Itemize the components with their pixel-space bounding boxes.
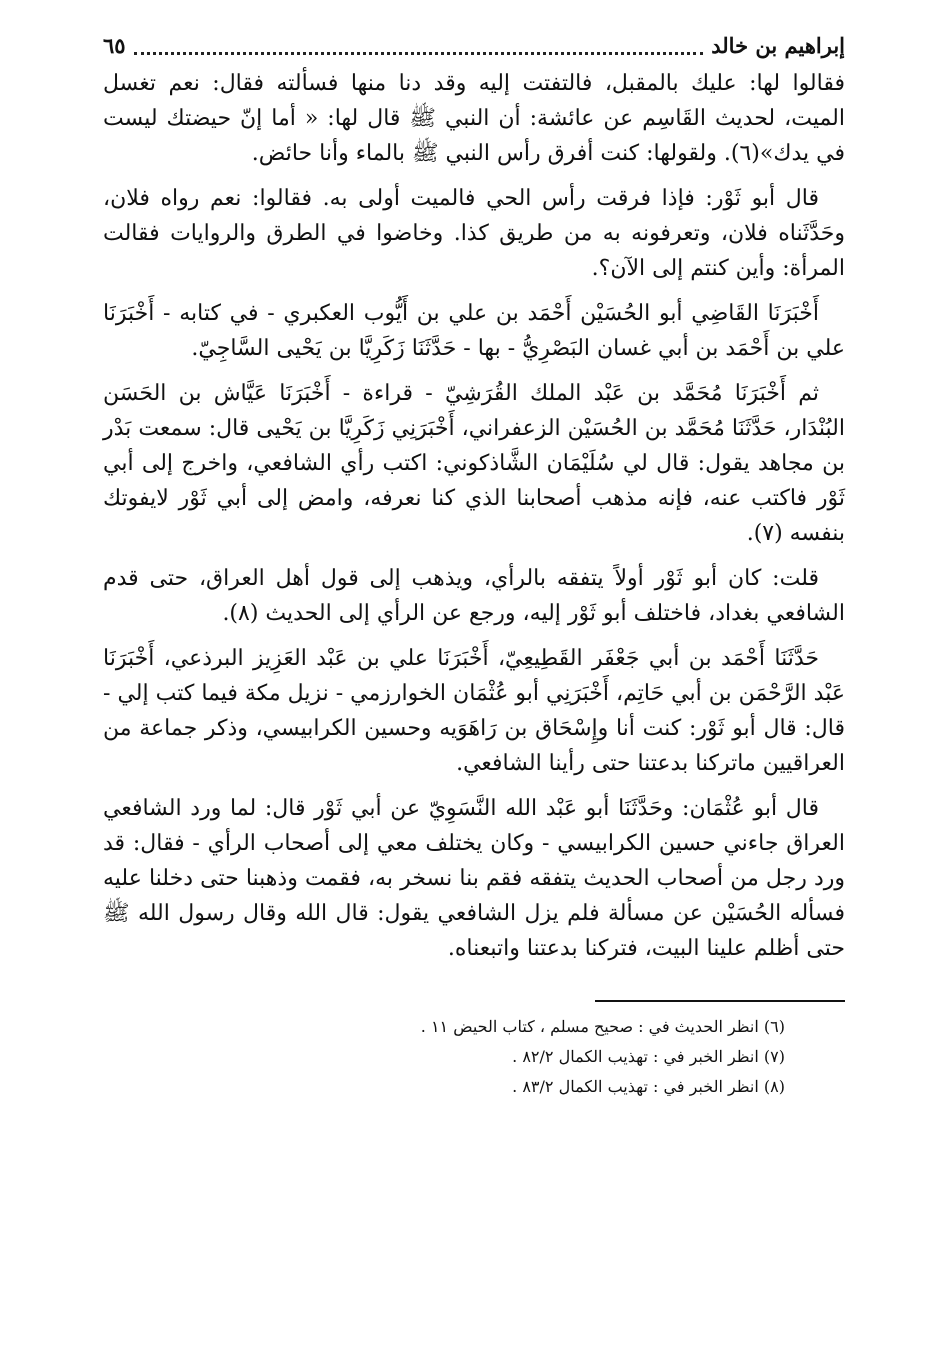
paragraph: [103, 561, 845, 631]
paragraph-text: قال أبو عُثْمَان: وحَدَّثَنَا أبو عَبْد الله النَّسَوِيّ عن أبي ثَوْر قال: لما ورد الشافعي العراق جاءني حسين الكرابيسي - وكان يختلف معي إلى أصحاب الرأي - فقال: قد ورد رجل من أصحاب الحديث يتفقه فقم بنا نسخر به، فقمت وذهبنا حتى دخلنا عليه فسأله الحُسَيْن عن مسألة فلم يزل الشافعي يقول: قال الله وقال رسول الله ﷺ حتى أظلم علينا البيت، فتركنا بدعتنا واتبعناه.: [103, 796, 845, 961]
header-title: إبراهيم بن خالد: [711, 33, 845, 58]
footnote-divider: [595, 1000, 845, 1002]
body-text: [103, 66, 845, 966]
paragraph: [103, 791, 845, 966]
header-dot-leader: [134, 38, 704, 55]
paragraph-text: قلت: كان أبو ثَوْر أولاً يتفقه بالرأي، ويذهب إلى قول أهل العراق، حتى قدم الشافعي بغداد، فاختلف أبو ثَوْر إليه، ورجع عن الرأي إلى الحديث (٨).: [103, 566, 845, 626]
paragraph-text: حَدَّثَنَا أَحْمَد بن أبي جَعْفَر القَطِيعِيّ، أَخْبَرَنَا علي بن عَبْد العَزِيز البرذعي، أَخْبَرَنَا عَبْد الرَّحْمَن بن أبي حَاتِم، أَخْبَرَنِي أبو عُثْمَان الخوارزمي - نزيل مكة فيما كتب إلي - قال: قال أبو ثَوْر: كنت أنا وإِسْحَاق بن رَاهَوَيه وحسين الكرابيسي، وذكر جماعة من العراقيين ماتركنا بدعتنا حتى رأينا الشافعي.: [103, 646, 845, 776]
paragraph-text: أَخْبَرَنَا القَاضِي أبو الحُسَيْن أَحْمَد بن علي بن أَيُّوب العكبري - في كتابه - أَخْبَرَنَا علي بن أَحْمَد بن أبي غسان البَصْرِيُّ - بها - حَدَّثَنَا زَكَرِيَّا بن يَحْيى السَّاجِيّ.: [103, 301, 845, 361]
paragraph: [103, 66, 845, 171]
paragraph: [103, 181, 845, 286]
footnote: (٧) انظر الخبر في : تهذيب الكمال ٨٢/٢ .: [512, 1047, 785, 1066]
paragraph: [103, 296, 845, 366]
paragraph: [103, 376, 845, 551]
paragraph-text: ثم أَخْبَرَنَا مُحَمَّد بن عَبْد الملك القُرَشِيّ - قراءة - أَخْبَرَنَا عَيَّاش بن الحَسَن البُنْدَار، حَدَّثَنَا مُحَمَّد بن الحُسَيْن الزعفراني، أَخْبَرَنِي زَكَرِيَّا بن يَحْيى قال: سمعت بَدْر بن مجاهد يقول: قال لي سُلَيْمَان الشَّاذكوني: اكتب رأي الشافعي، واخرج إلى أبي ثَوْر فاكتب عنه، فإنه مذهب أصحابنا الذي كنا نعرفه، وامض إلى أبي ثَوْر لايفوتك بنفسه (٧).: [103, 381, 845, 546]
paragraph-text: فقالوا لها: عليك بالمقبل، فالتفتت إليه وقد دنا منها فسألته فقال: نعم تغسل الميت، لحديث القَاسِم عن عائشة: أن النبي ﷺ قال لها: « أما إنّ حيضتك ليست في يدك»(٦). ولقولها: كنت أفرق رأس النبي ﷺ بالماء وأنا حائض.: [103, 71, 845, 166]
footnote: (٨) انظر الخبر في : تهذيب الكمال ٨٣/٢ .: [512, 1077, 785, 1096]
footnotes: [103, 1012, 785, 1102]
paragraph-text: قال أبو ثَوْر: فإذا فرقت رأس الحي فالميت أولى به. فقالوا: نعم رواه فلان، وحَدَّثَناه فلان، وتعرفونه به من طريق كذا. وخاضوا في الطرق والروايات فقالت المرأة: وأين كنتم إلى الآن؟.: [103, 186, 845, 281]
running-header: [103, 28, 845, 64]
paragraph: [103, 641, 845, 781]
page-number: ٦٥: [103, 33, 126, 58]
book-page: [103, 28, 845, 1102]
footnote: (٦) انظر الحديث في : صحيح مسلم ، كتاب الحيض ١١ .: [420, 1017, 785, 1036]
